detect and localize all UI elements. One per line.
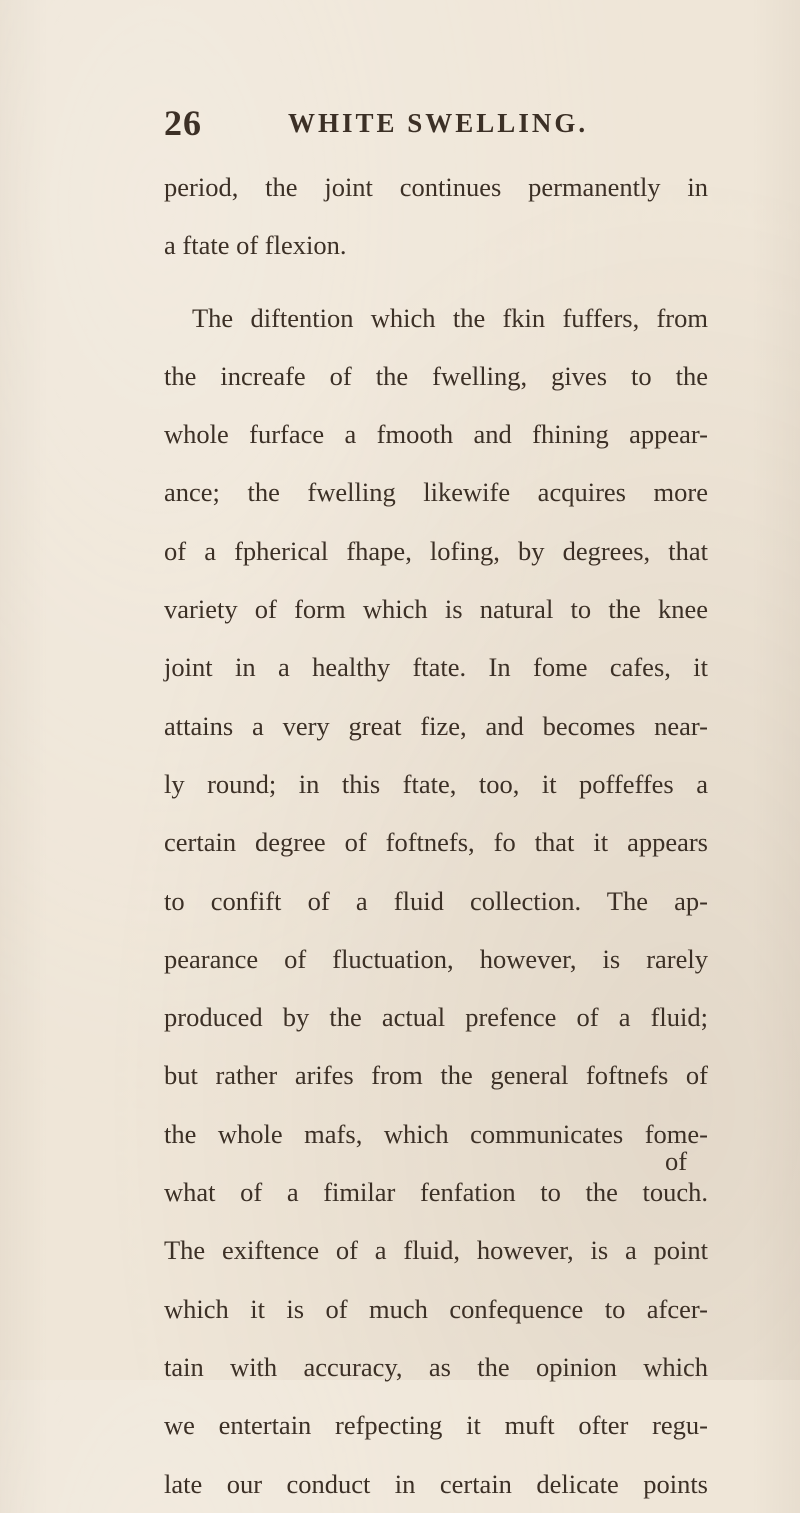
text-line: late our conduct in certain delicate points [164, 1468, 708, 1499]
text-line: joint in a healthy ftate. In fome cafes, it [164, 652, 708, 683]
paragraph [164, 158, 708, 275]
text-line: the increafe of the fwelling, gives to the [164, 360, 708, 391]
text-line: tain with accuracy, as the opinion which [164, 1351, 708, 1382]
text-line: what of a fimilar fenfation to the touch. [164, 1177, 708, 1208]
text-line: ly round; in this ftate, too, it poffeffes a [164, 768, 708, 799]
paragraph [164, 289, 708, 1513]
text-line: we entertain refpecting it muft ofter regu- [164, 1410, 708, 1441]
text-line: The diftention which the fkin fuffers, from [192, 302, 708, 333]
text-line: period, the joint continues permanently in [164, 172, 708, 202]
text-line: variety of form which is natural to the knee [164, 594, 708, 625]
text-line: whole furface a fmooth and fhining appear- [164, 419, 708, 450]
text-line: of a fpherical fhape, lofing, by degrees, that [164, 535, 708, 566]
text-line: pearance of fluctuation, however, is rarely [164, 943, 708, 974]
text-line: ance; the fwelling likewife acquires more [164, 477, 708, 508]
text-line: certain degree of foftnefs, fo that it appears [164, 827, 708, 858]
text-line: produced by the actual prefence of a fluid; [164, 1002, 708, 1033]
text-line: which it is of much confequence to afcer- [164, 1293, 708, 1324]
text-line: but rather arifes from the general foftnefs of [164, 1060, 708, 1091]
running-head: WHITE SWELLING. [288, 108, 589, 138]
text-line: The exiftence of a fluid, however, is a point [164, 1235, 708, 1266]
catchword: of [665, 1146, 688, 1176]
text-line: a ftate of flexion. [164, 230, 347, 261]
page-number: 26 [164, 103, 202, 143]
text-line: the whole mafs, which communicates fome- [164, 1118, 708, 1149]
page-header [164, 102, 764, 152]
text-line: attains a very great fize, and becomes near- [164, 710, 708, 741]
text-line: to confift of a fluid collection. The ap- [164, 885, 708, 916]
body-text [164, 158, 708, 1513]
